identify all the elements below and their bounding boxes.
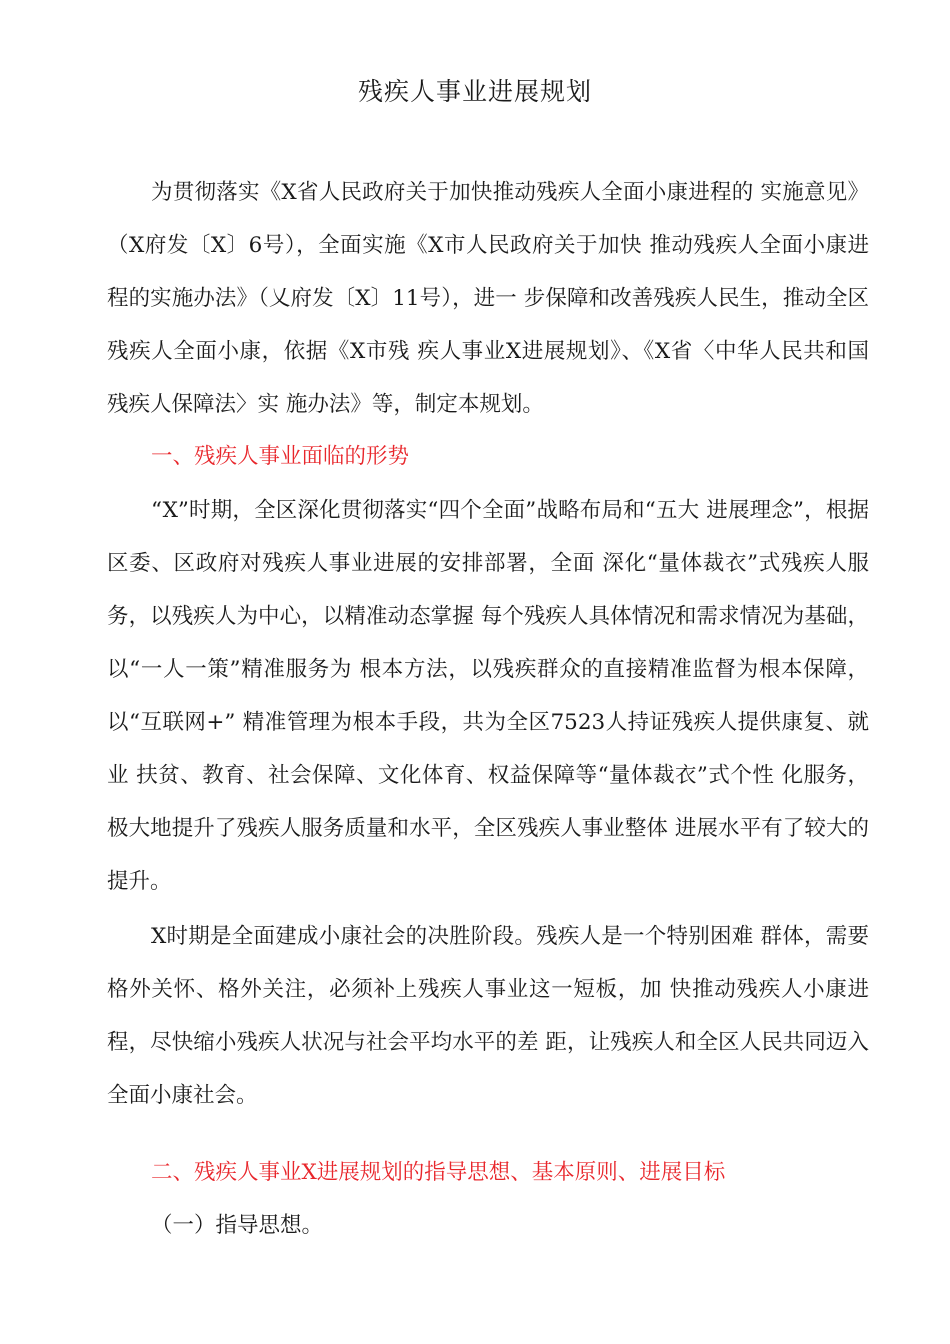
situation-paragraph: “X”时期，全区深化贯彻落实“四个全面”战略布局和“五大 进展理念”，根据区委、区政府对残疾人事业进展的安排部署，全面 深化“量体裁衣”式残疾人服务，以残疾人为中心，以精准动态掌握 每个残疾人具体情况和需求情况为基础，以“一人一策”精准服务为 根本方法，以残疾群众的直接精准监督为根本保障，以“互联网+” 精准管理为根本手段，共为全区7523人持证残疾人提供康复、就业 扶贫、教育、社会保障、文化体育、权益保障等“量体裁衣”式个性 化服务，极大地提升了残疾人服务质量和水平，全区残疾人事业整体 进展水平有了较大的提升。 <box>107 498 869 894</box>
section-heading-guidelines: 二、残疾人事业X进展规划的指导思想、基本原则、进展目标 <box>151 1160 726 1185</box>
document-title: 残疾人事业进展规划 <box>357 77 592 106</box>
subsection-heading-guiding-ideology: （一）指导思想。 <box>151 1213 324 1238</box>
section-heading-situation: 一、残疾人事业面临的形势 <box>151 444 410 469</box>
intro-paragraph: 为贯彻落实《X省人民政府关于加快推动残疾人全面小康进程的 实施意见》（X府发〔X〕6号），全面实施《X市人民政府关于加快 推动残疾人全面小康进程的实施办法》（乂府发〔X〕11号），进一 步保障和改善残疾人民生，推动全区残疾人全面小康，依据《X市残 疾人事业X进展规划》、《X省〈中华人民共和国残疾人保障法〉实 施办法》等，制定本规划。 <box>107 180 869 417</box>
decisive-stage-paragraph: X时期是全面建成小康社会的决胜阶段。残疾人是一个特别困难 群体，需要格外关怀、格外关注，必须补上残疾人事业这一短板，加 快推动残疾人小康进程，尽快缩小残疾人状况与社会平均水平的差 距，让残疾人和全区人民共同迈入全面小康社会。 <box>107 924 869 1108</box>
